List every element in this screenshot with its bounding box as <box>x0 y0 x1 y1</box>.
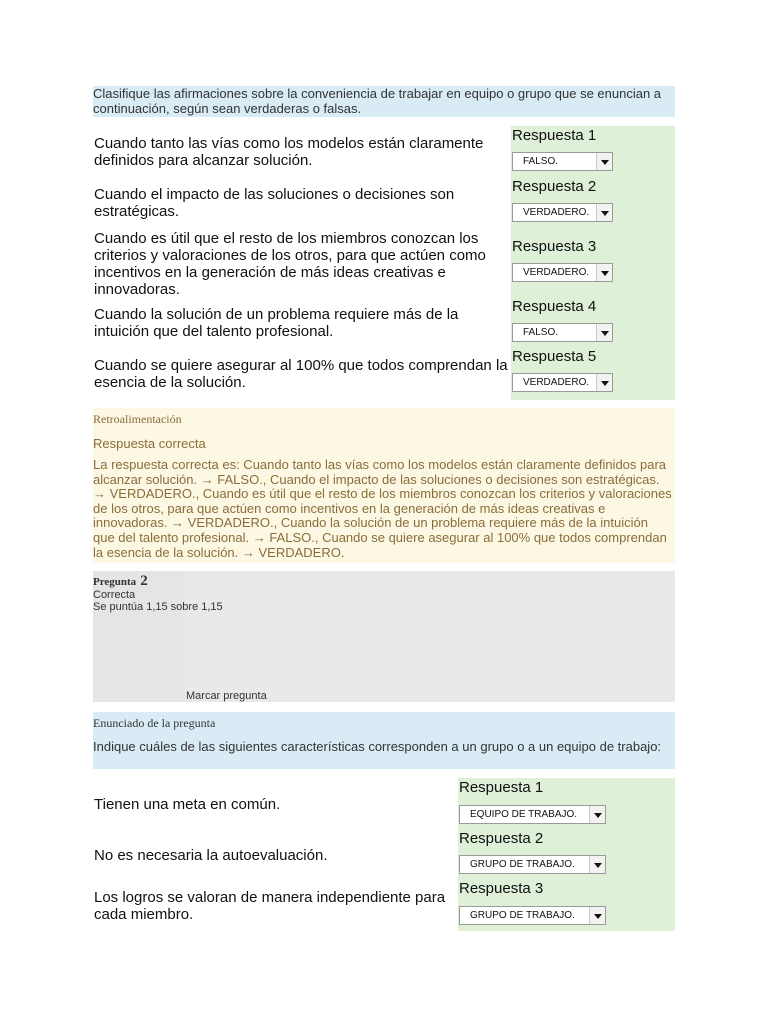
q2-statement-1: Tienen una meta en común. <box>94 796 281 813</box>
statement-2: Cuando el impacto de las soluciones o decisiones son estratégicas. <box>94 186 455 220</box>
flag-question-link[interactable]: Marcar pregunta <box>186 690 267 702</box>
q2-answer-select-1[interactable]: EQUIPO DE TRABAJO. <box>459 805 606 824</box>
feedback-body: La respuesta correcta es: Cuando tanto las vías como los modelos están claramente definidos para alcanzar solución. → FALSO., Cuando el impacto de las soluciones o decisiones son estratégicas. → VERDADERO., Cuando es útil que el resto de los miembros conozcan los criterios y valoraciones de los otros, para que actúen como incentivos en la generación de más ideas creativas e innovadoras. → VERDADERO., Cuando la solución de un problema requiere más de la intuición que del talento profesional. → FALSO., Cuando se quiere asegurar al 100% que todos comprendan la esencia de la solución. → VERDADERO. <box>93 457 672 560</box>
answer-label-3: Respuesta 3 <box>512 238 597 255</box>
answer-select-1[interactable]: FALSO. <box>512 152 613 171</box>
chevron-down-icon[interactable] <box>596 374 612 391</box>
q2-answer-label-1: Respuesta 1 <box>459 779 544 796</box>
question-2-info <box>93 571 675 702</box>
answer-select-3[interactable]: VERDADERO. <box>512 263 613 282</box>
feedback-title: Retroalimentación <box>93 412 182 426</box>
q2-statement-2: No es necesaria la autoevaluación. <box>94 847 328 864</box>
answer-label-1: Respuesta 1 <box>512 127 597 144</box>
chevron-down-icon[interactable] <box>596 153 612 170</box>
question-2-prompt <box>93 712 675 769</box>
statement-4: Cuando la solución de un problema requiere más de la intuición que del talento profesional. <box>94 306 459 340</box>
answer-select-5[interactable]: VERDADERO. <box>512 373 613 392</box>
q2-statement-3: Los logros se valoran de manera independiente para cada miembro. <box>94 889 446 923</box>
statement-1: Cuando tanto las vías como los modelos están claramente definidos para alcanzar solución. <box>94 135 484 169</box>
prompt-text: Indique cuáles de las siguientes características corresponden a un grupo o a un equipo de trabajo: <box>93 739 662 754</box>
answer-select-4[interactable]: FALSO. <box>512 323 613 342</box>
prompt-header: Enunciado de la pregunta <box>93 716 216 730</box>
q2-answer-label-2: Respuesta 2 <box>459 830 544 847</box>
feedback-status: Respuesta correcta <box>93 436 206 451</box>
statement-3: Cuando es útil que el resto de los miembros conozcan los criterios y valoraciones de los otros, para que actúen como incentivos en la generación de más ideas creativas e innovadoras. <box>94 230 486 298</box>
question-1-intro: Clasifique las afirmaciones sobre la conveniencia de trabajar en equipo o grupo que se enuncian a continuación, según sean verdaderas o falsas. <box>93 86 675 117</box>
question-grade: Se puntúa 1,15 sobre 1,15 <box>93 601 223 613</box>
answer-label-5: Respuesta 5 <box>512 348 597 365</box>
chevron-down-icon[interactable] <box>589 907 605 924</box>
answer-label-4: Respuesta 4 <box>512 298 597 315</box>
chevron-down-icon[interactable] <box>589 856 605 873</box>
chevron-down-icon[interactable] <box>596 324 612 341</box>
q2-answer-select-3[interactable]: GRUPO DE TRABAJO. <box>459 906 606 925</box>
feedback-panel <box>93 408 675 563</box>
chevron-down-icon[interactable] <box>589 806 605 823</box>
q2-answer-label-3: Respuesta 3 <box>459 880 544 897</box>
q2-answer-select-2[interactable]: GRUPO DE TRABAJO. <box>459 855 606 874</box>
chevron-down-icon[interactable] <box>596 204 612 221</box>
statement-5: Cuando se quiere asegurar al 100% que todos comprendan la esencia de la solución. <box>94 357 508 391</box>
answer-label-2: Respuesta 2 <box>512 178 597 195</box>
question-number: Pregunta 2 <box>93 573 148 589</box>
answer-select-2[interactable]: VERDADERO. <box>512 203 613 222</box>
question-state: Correcta <box>93 589 136 601</box>
chevron-down-icon[interactable] <box>596 264 612 281</box>
